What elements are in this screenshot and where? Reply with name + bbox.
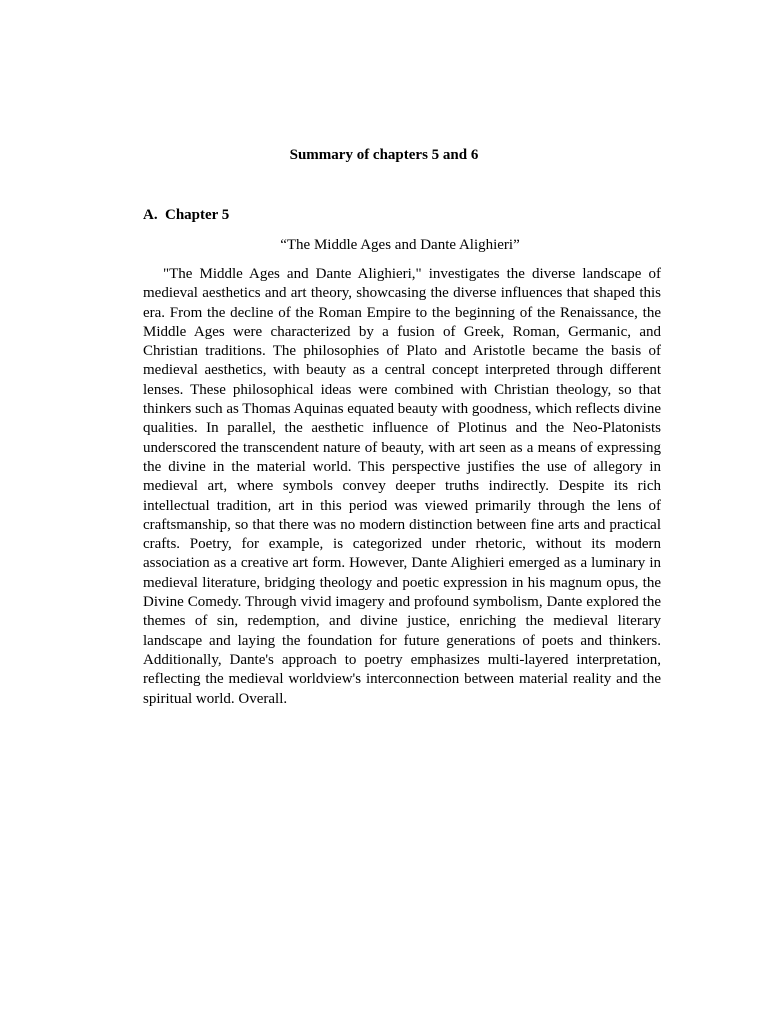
body-paragraph: "The Middle Ages and Dante Alighieri," investigates the diverse landscape of medieval aesthetics and art theory, showcasing the diverse influences that shaped this era. From the decline of the Roman Empire to the beginning of the Renaissance, the Middle Ages were characterized by a fusion of Greek, Roman, Germanic, and Christian traditions. The philosophies of Plato and Aristotle became the basis of medieval aesthetics, with beauty as a central concept interpreted through different lenses. These philosophical ideas were combined with Christian theology, so that thinkers such as Thomas Aquinas equated beauty with goodness, which reflects divine qualities. In parallel, the aesthetic influence of Plotinus and the Neo-Platonists underscored the transcendent nature of beauty, with art seen as a means of expressing the divine in the material world. This perspective justifies the use of allegory in medieval art, where symbols convey deeper truths indirectly. Despite its rich intellectual tradition, art in this period was viewed primarily through the lens of craftsmanship, so that there was no modern distinction between fine arts and practical crafts. Poetry, for example, is categorized under rhetoric, without its modern association as a creative art form. However, Dante Alighieri emerged as a luminary in medieval literature, bridging theology and poetic expression in his magnum opus, the Divine Comedy. Through vivid imagery and profound symbolism, Dante explored the themes of sin, redemption, and divine justice, enriching the medieval literary landscape and laying the foundation for future generations of poets and thinkers. Additionally, Dante's approach to poetry emphasizes multi-layered interpretation, reflecting the medieval worldview's interconnection between material reality and the spiritual world. Overall.: [143, 266, 661, 707]
chapter-subtitle: “The Middle Ages and Dante Alighieri”: [280, 237, 520, 253]
section-heading: [143, 206, 229, 224]
section-heading-text: Chapter 5: [165, 207, 230, 223]
document-title: Summary of chapters 5 and 6: [289, 147, 479, 163]
section-marker: A.: [143, 207, 158, 223]
